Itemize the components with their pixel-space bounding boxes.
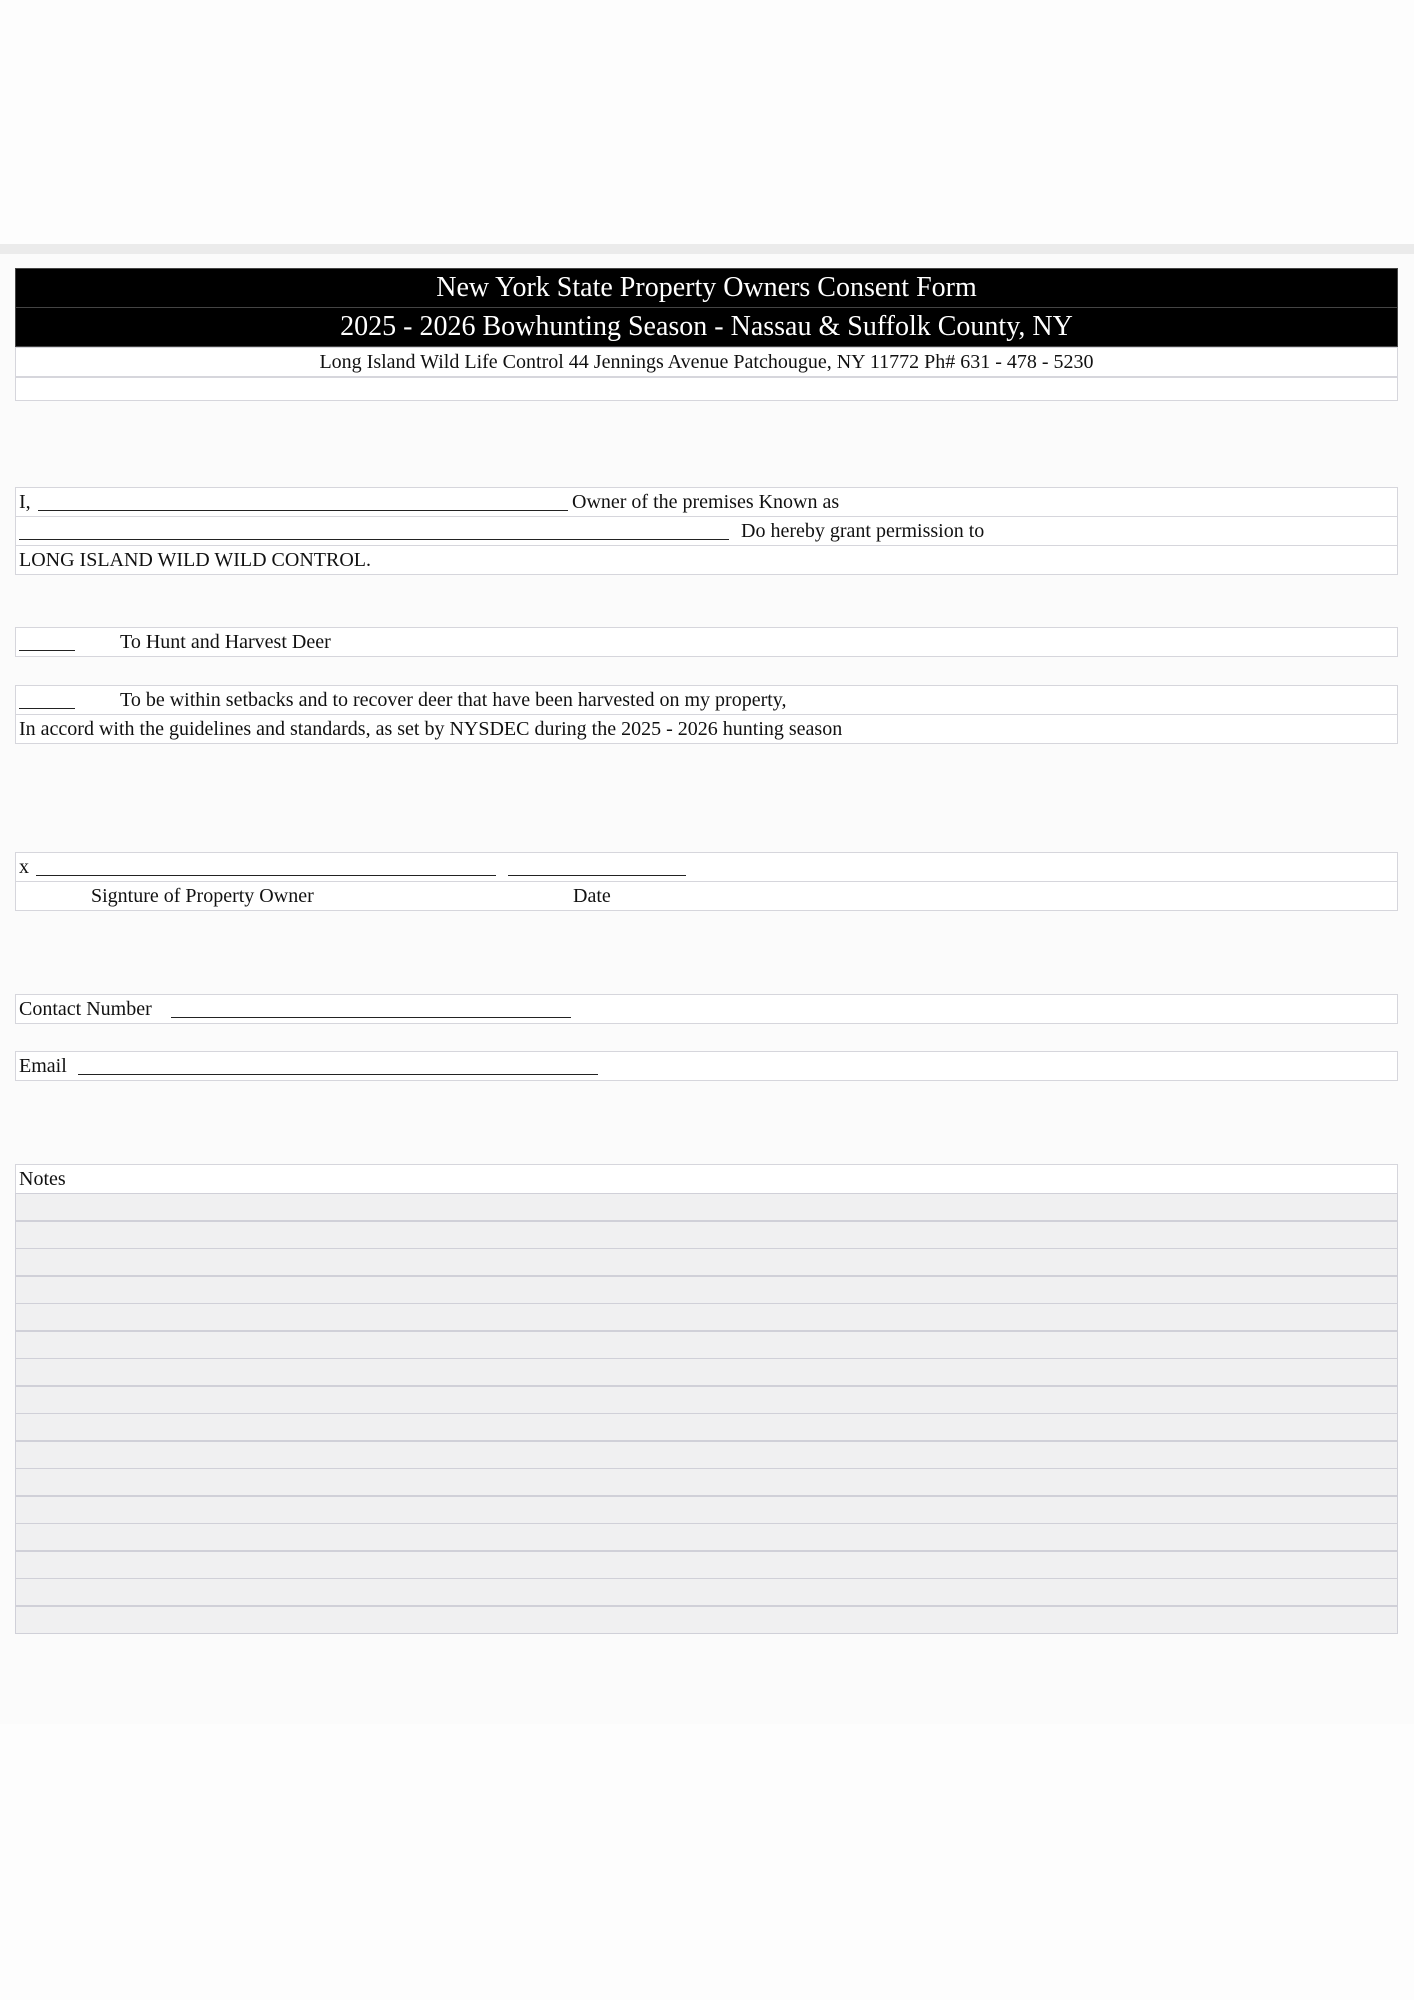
notes-line[interactable] (15, 1441, 1398, 1469)
owner-name-field[interactable] (38, 492, 568, 511)
grant-permission-label: Do hereby grant permission to (741, 520, 985, 542)
notes-line[interactable] (15, 1606, 1398, 1634)
notes-line[interactable] (15, 1523, 1398, 1551)
signature-owner-label: Signture of Property Owner (91, 885, 314, 907)
contact-number-row (15, 994, 1398, 1024)
form-sheet (0, 244, 1414, 1724)
notes-header-row (15, 1164, 1398, 1194)
company-row (15, 545, 1398, 575)
email-field[interactable] (78, 1056, 598, 1075)
setbacks-option-label: To be within setbacks and to recover deer that have been harvested on my property, (120, 689, 787, 711)
signature-field[interactable] (36, 857, 496, 876)
notes-line[interactable] (15, 1303, 1398, 1331)
hunt-option-label: To Hunt and Harvest Deer (120, 631, 331, 653)
company-address-text: Long Island Wild Life Control 44 Jennings Avenue Patchougue, NY 11772 Ph# 631 - 478 - 5230 (319, 351, 1094, 373)
date-label: Date (573, 885, 611, 907)
notes-line[interactable] (15, 1578, 1398, 1606)
notes-line[interactable] (15, 1221, 1398, 1249)
contact-number-label: Contact Number (19, 998, 152, 1020)
premises-row (15, 516, 1398, 546)
notes-label: Notes (19, 1168, 66, 1190)
signature-row (15, 852, 1398, 882)
hunt-initial-field[interactable] (19, 632, 75, 651)
hunt-option-row (15, 627, 1398, 657)
owner-of-premises-label: Owner of the premises Known as (572, 491, 840, 513)
accord-row (15, 714, 1398, 744)
notes-line[interactable] (15, 1551, 1398, 1579)
notes-line[interactable] (15, 1413, 1398, 1441)
setbacks-initial-field[interactable] (19, 690, 75, 709)
notes-line[interactable] (15, 1496, 1398, 1524)
email-label: Email (19, 1055, 67, 1077)
setbacks-option-row (15, 685, 1398, 715)
form-title (15, 268, 1398, 308)
company-name: LONG ISLAND WILD WILD CONTROL. (19, 549, 371, 571)
owner-prefix: I, (19, 491, 31, 513)
signature-x-mark: x (19, 856, 29, 878)
notes-line[interactable] (15, 1193, 1398, 1221)
notes-line[interactable] (15, 1386, 1398, 1414)
notes-line[interactable] (15, 1468, 1398, 1496)
header-blank-row (15, 377, 1398, 401)
accord-text: In accord with the guidelines and standards, as set by NYSDEC during the 2025 - 2026 hunting season (19, 718, 843, 740)
notes-line[interactable] (15, 1248, 1398, 1276)
premises-field[interactable] (19, 521, 729, 540)
company-address (15, 347, 1398, 377)
season-title (15, 307, 1398, 347)
signature-labels-row (15, 881, 1398, 911)
notes-line[interactable] (15, 1358, 1398, 1386)
owner-row (15, 487, 1398, 517)
contact-number-field[interactable] (171, 999, 571, 1018)
notes-line[interactable] (15, 1276, 1398, 1304)
notes-line[interactable] (15, 1331, 1398, 1359)
email-row (15, 1051, 1398, 1081)
form-title-text: New York State Property Owners Consent Form (436, 272, 977, 303)
date-field[interactable] (508, 857, 686, 876)
season-title-text: 2025 - 2026 Bowhunting Season - Nassau & Suffolk County, NY (340, 311, 1073, 342)
